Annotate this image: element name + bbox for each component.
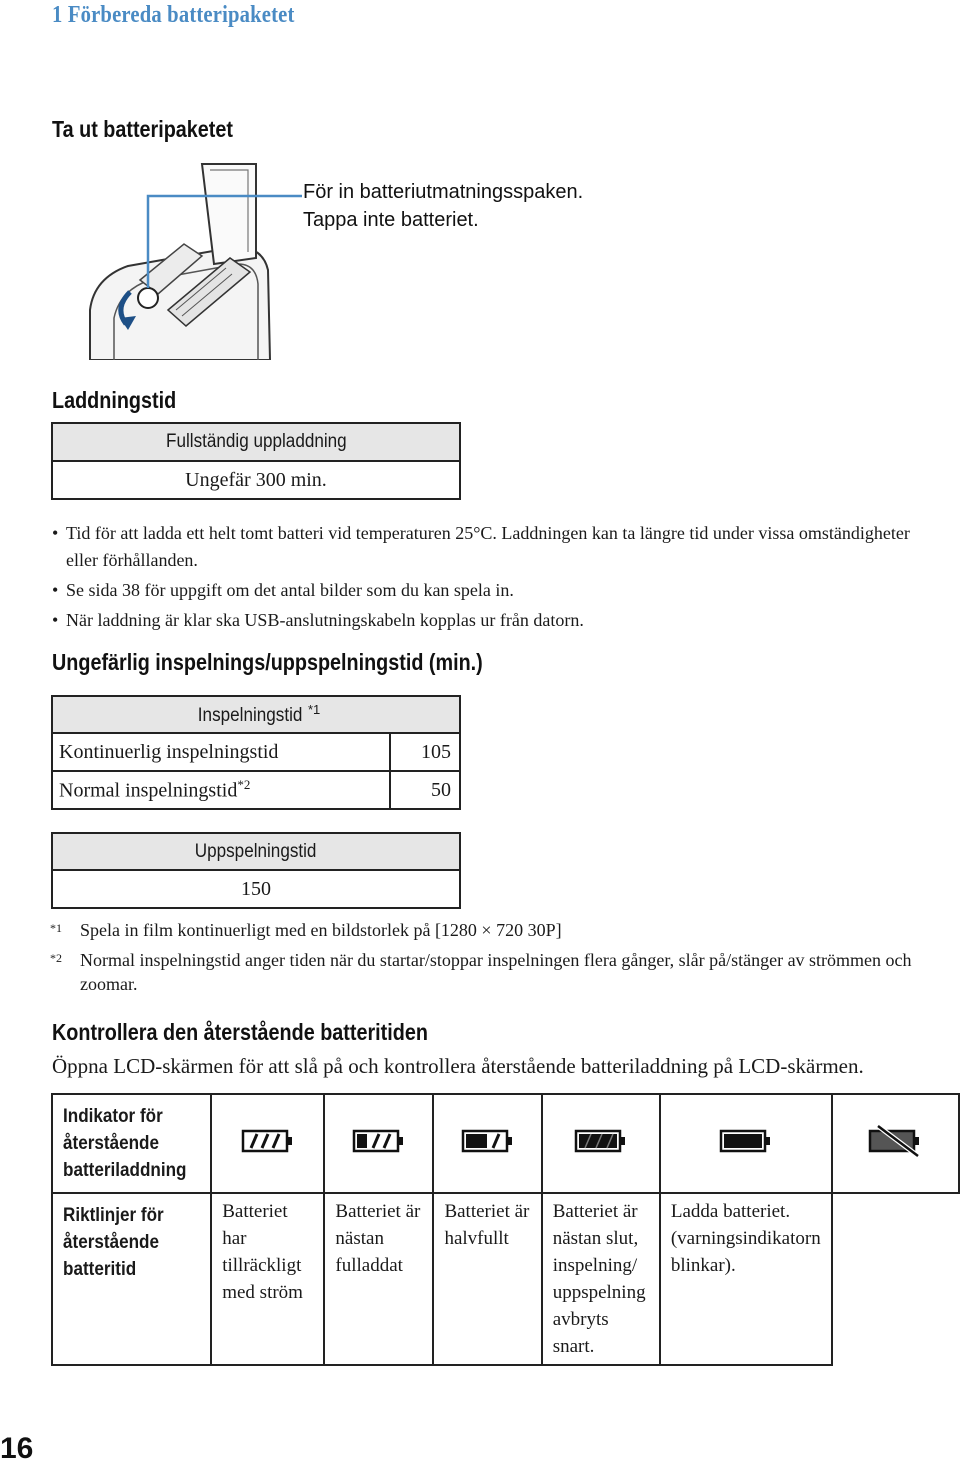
footnote: *1 Spela in film kontinuerligt med en bildstorlek på [1280 × 720 30P] (50, 920, 562, 940)
battery-full-icon (211, 1094, 324, 1193)
battery-half-icon (433, 1094, 541, 1193)
battery-level-description: Batteriet har tillräckligt med ström (211, 1193, 324, 1365)
table-row-label: Kontinuerlig inspelningstid (52, 733, 390, 771)
charging-time-table (51, 422, 461, 500)
page-number: 16 (0, 1432, 34, 1465)
battery-dark-icon (660, 1094, 832, 1193)
list-item: • Se sida 38 för uppgift om det antal bilder som du kan spela in. (52, 577, 932, 604)
recording-table-header: Inspelningstid $^{*1}$ (52, 696, 460, 733)
charging-table-header: Fullständig uppladdning (52, 423, 460, 461)
table-row-value: 50 (390, 771, 460, 809)
battery-two-thirds-icon (324, 1094, 433, 1193)
battery-check-intro: Öppna LCD-skärmen för att slå på och kontrollera återstående batteriladdning på LCD-skärmen. (52, 1054, 864, 1078)
table-row-value: 105 (390, 733, 460, 771)
recording-time-table (51, 695, 461, 810)
battery-level-description: Batteriet är nästan fulladdat (324, 1193, 433, 1365)
playback-time-table (51, 832, 461, 909)
battery-level-description: Batteriet är nästan slut, inspelning/ uppspelning avbryts snart. (542, 1193, 660, 1365)
playback-table-header: Uppspelningstid (52, 833, 460, 870)
table-row-label: Normal inspelningstid$^{*2}$ (52, 771, 390, 809)
eject-callout (303, 178, 583, 234)
indicator-row-header: Indikator för återstående batteriladdning (52, 1094, 211, 1193)
footnotes (50, 918, 940, 996)
battery-level-description: Ladda batteriet. (varningsindikatorn blinkar). (660, 1193, 832, 1365)
battery-indicator-table (51, 1093, 960, 1366)
charging-heading: Laddningstid (52, 387, 177, 413)
footnote: *2 Normal inspelningstid anger tiden när du startar/stoppar inspelningen flera gånger, slår på/stänger av strömmen och zoomar. (50, 950, 912, 994)
callout-line-1: För in batteriutmatningsspaken. (303, 181, 584, 203)
remove-battery-heading: Ta ut batteripaketet (52, 116, 233, 142)
guideline-row-header: Riktlinjer för återstående batteritid (52, 1193, 211, 1365)
callout-line-2: Tappa inte batteriet. (303, 209, 479, 231)
playback-table-value: 150 (52, 870, 460, 908)
battery-level-description: Batteriet är halvfullt (433, 1193, 541, 1365)
list-item: • Tid för att ladda ett helt tomt batteri vid temperaturen 25°C. Laddningen kan ta längre tid under vissa omständigheter eller förhållanden. (52, 520, 932, 574)
battery-empty-icon (832, 1094, 959, 1193)
battery-check-heading: Kontrollera den återstående batteritiden (52, 1019, 428, 1045)
chapter-title: 1 Förbereda batteripaketet (52, 2, 295, 28)
list-item: • När laddning är klar ska USB-anslutningskabeln kopplas ur från datorn. (52, 607, 932, 634)
battery-low-icon (542, 1094, 660, 1193)
battery-eject-illustration (80, 160, 310, 360)
charging-notes (52, 520, 932, 634)
charging-table-value: Ungefär 300 min. (52, 461, 460, 499)
recording-heading: Ungefärlig inspelnings/uppspelningstid (min.) (52, 649, 483, 675)
